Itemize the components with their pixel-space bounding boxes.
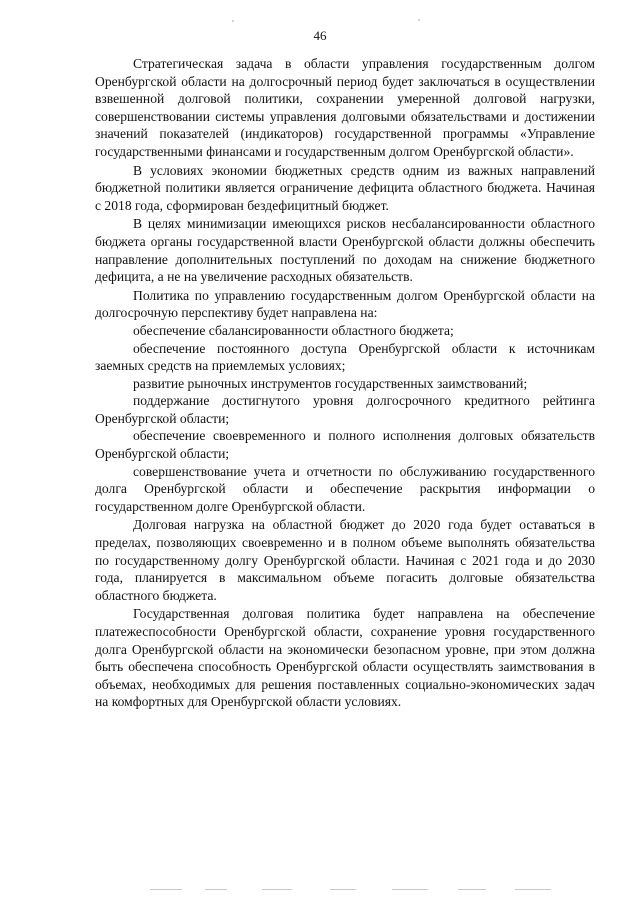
list-item: обеспечение постоянного доступа Оренбургской области к источникам заемных средств на приемлемых условиях;: [95, 340, 595, 374]
scan-artifact: [458, 889, 486, 890]
list-item: развитие рыночных инструментов государственных заимствований;: [133, 375, 528, 391]
page-number: 46: [313, 28, 327, 43]
scan-artifact: [150, 889, 182, 890]
scan-artifact: [205, 889, 227, 890]
paragraph: Государственная долговая политика будет направлена на обеспечение платежеспособности Оренбургской области, сохранение уровня государственного долга Оренбургской области на экономически безопасном уровне, при этом должна быть обеспечена способность Оренбургской области осуществлять заимствования в объемах, необходимых для решения поставленных социально-экономических задач на комфортных для Оренбургской области условиях.: [95, 606, 595, 710]
list-item: поддержание достигнутого уровня долгосрочного кредитного рейтинга Оренбургской области;: [95, 393, 595, 426]
scan-artifact: [392, 889, 428, 890]
list-item: обеспечение своевременного и полного исполнения долговых обязательств Оренбургской области;: [95, 428, 595, 462]
paragraph: Политика по управлению государственным долгом Оренбургской области на долгосрочную перспективу будет направлена на:: [95, 287, 595, 321]
scan-artifact: [232, 20, 234, 22]
document-body: [95, 55, 595, 711]
list-item: обеспечение сбалансированности областного бюджета;: [133, 322, 454, 338]
scan-artifact: [330, 889, 356, 890]
list-item: совершенствование учета и отчетности по обслуживанию государственного долга Оренбургской области и обеспечение раскрытия информации о государственном долге Оренбургской области.: [95, 463, 595, 514]
paragraph: В целях минимизации имеющихся рисков несбалансированности областного бюджета органы государственной власти Оренбургской области должны обеспечить направление дополнительных поступлений по доходам на снижение бюджетного дефицита, а не на увеличение расходных обязательств.: [95, 216, 595, 285]
scan-artifact: [262, 889, 292, 890]
paragraph: В условиях экономии бюджетных средств одним из важных направлений бюджетной политики является ограничение дефицита областного бюджета. Начиная с 2018 года, сформирован бездефицитный бюджет.: [95, 162, 595, 213]
scan-artifact: [515, 889, 551, 890]
scan-artifact: [418, 19, 420, 21]
paragraph: Стратегическая задача в области управления государственным долгом Оренбургской области на долгосрочный период будет заключаться в осуществлении взвешенной долговой политики, сохранении умеренной долговой нагрузки, совершенствовании системы управления долговыми обязательствами и достижении значений показателей (индикаторов) государственной программы «Управление государственными финансами и государственным долгом Оренбургской области».: [95, 56, 595, 159]
paragraph: Долговая нагрузка на областной бюджет до 2020 года будет оставаться в пределах, позволяющих своевременно и в полном объеме выполнять обязательства по государственному долгу Оренбургской области. Начиная с 2021 года и до 2030 года, планируется в максимальном объеме погасить долговые обязательства областного бюджета.: [95, 517, 595, 603]
